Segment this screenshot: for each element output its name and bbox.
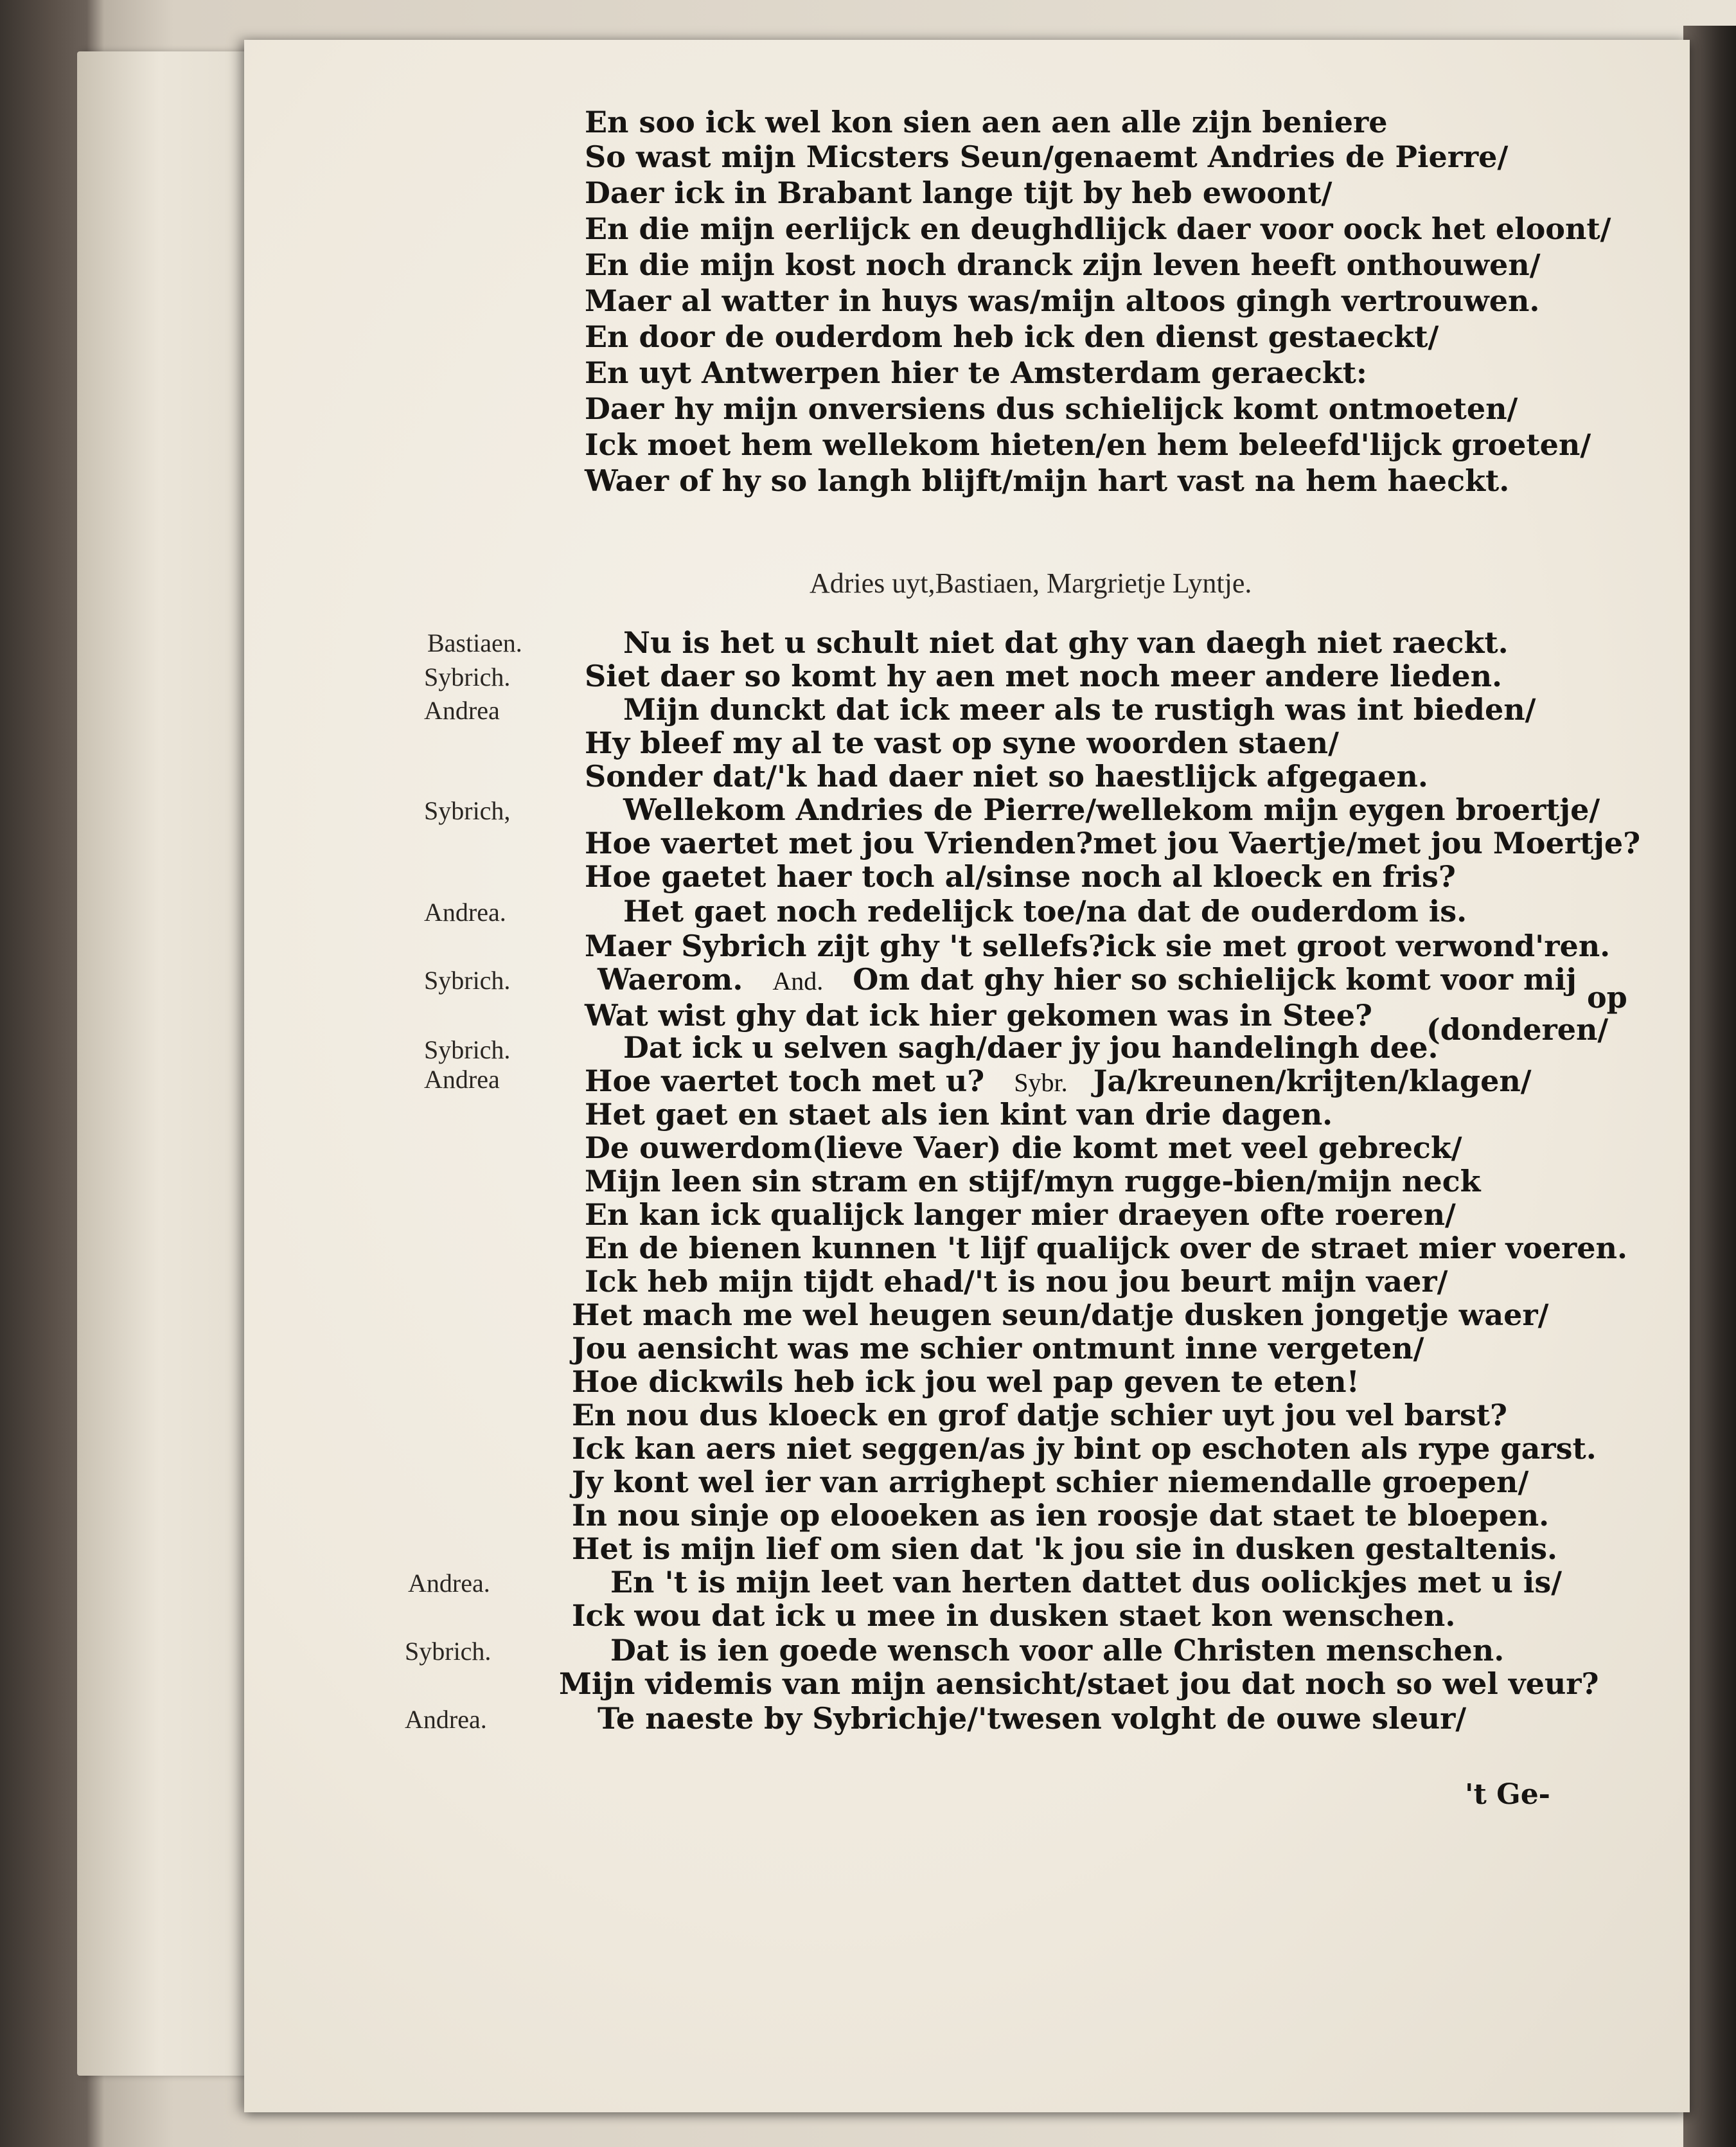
verse-line: So wast mijn Micsters Seun/genaemt Andries de Pierre/	[585, 139, 1509, 174]
speaker-label: Sybrich.	[405, 1637, 492, 1666]
speech-line: Jy kont wel ier van arrighept schier niemendalle groepen/	[572, 1465, 1529, 1499]
speech-line: Jou aensicht was me schier ontmunt inne vergeten/	[572, 1331, 1424, 1366]
speech-line: Mijn dunckt dat ick meer als te rustigh was int bieden/	[623, 692, 1536, 727]
speech-line: Hoe dickwils heb ick jou wel pap geven te eten!	[572, 1364, 1360, 1399]
speech-line: Ick kan aers niet seggen/as jy bint op eschoten als rype garst.	[572, 1431, 1597, 1466]
verse-line: En die mijn kost noch dranck zijn leven heeft onthouwen/	[585, 247, 1541, 282]
verse-line: En uyt Antwerpen hier te Amsterdam geraeckt:	[585, 355, 1367, 390]
speech-line: Ick wou dat ick u mee in dusken staet kon wenschen.	[572, 1598, 1456, 1633]
speaker-label: Andrea	[424, 696, 500, 725]
speech-line: Wellekom Andries de Pierre/wellekom mijn eygen broertje/	[623, 792, 1600, 827]
speech-line: Hy bleef my al te vast op syne woorden staen/	[585, 726, 1339, 760]
verse-line: Maer al watter in huys was/mijn altoos gingh vertrouwen.	[585, 283, 1540, 318]
speech-line: In nou sinje op elooeken as ien roosje dat staet te bloepen.	[572, 1498, 1550, 1533]
speech-line: Hoe vaertet met jou Vrienden?met jou Vaertje/met jou Moertje?	[585, 826, 1641, 860]
page-text	[244, 40, 1690, 2112]
speaker-label: Sybrich.	[424, 1035, 511, 1064]
aside-speaker: And.	[772, 967, 824, 995]
aside-speaker: Sybr.	[1014, 1068, 1068, 1097]
verse-line: En soo ick wel kon sien aen aen alle zijn beniere	[585, 105, 1388, 139]
speech-line: Het gaet noch redelijck toe/na dat de ouderdom is.	[623, 894, 1467, 929]
verse-line: Daer ick in Brabant lange tijt by heb ewoont/	[585, 175, 1333, 210]
speaker-label: Andrea	[424, 1065, 500, 1094]
verse-line: En door de ouderdom heb ick den dienst gestaeckt/	[585, 319, 1439, 354]
speech-line: Dat is ien goede wensch voor alle Christen menschen.	[610, 1633, 1505, 1668]
speaker-label: Andrea.	[424, 898, 506, 927]
speech-line: Het mach me wel heugen seun/datje dusken jongetje waer/	[572, 1297, 1549, 1332]
speaker-label: Bastiaen.	[427, 628, 522, 657]
stage-direction: Adries uyt,Bastiaen, Margrietje Lyntje.	[810, 567, 1252, 599]
speech-line: En kan ick qualijck langer mier draeyen ofte roeren/	[585, 1197, 1456, 1232]
speech-line: En de bienen kunnen 't lijf qualijck over de straet mier voeren.	[585, 1231, 1628, 1265]
speech-line: Nu is het u schult niet dat ghy van daegh niet raeckt.	[623, 625, 1509, 660]
speaker-label: Andrea.	[405, 1705, 487, 1734]
speech-line: Het gaet en staet als ien kint van drie dagen.	[585, 1097, 1333, 1132]
speaker-label: Sybrich.	[424, 663, 511, 691]
aside-text: Om dat ghy hier so schielijck komt voor mij	[853, 962, 1577, 997]
speech-line: Het is mijn lief om sien dat 'k jou sie in dusken gestaltenis.	[572, 1531, 1557, 1566]
speech-line: Mijn videmis van mijn aensicht/staet jou dat noch so wel veur?	[559, 1666, 1599, 1701]
verse-line: Ick moet hem wellekom hieten/en hem beleefd'lijck groeten/	[585, 427, 1591, 462]
speech-line: Hoe gaetet haer toch al/sinse noch al kloeck en fris?	[585, 859, 1456, 894]
speech-line: En 't is mijn leet van herten dattet dus oolickjes met u is/	[610, 1565, 1563, 1599]
catchword: 't Ge-	[1465, 1778, 1550, 1811]
speech-line: En nou dus kloeck en grof datje schier uyt jou vel barst?	[572, 1398, 1507, 1432]
speech-line: Ick heb mijn tijdt ehad/'t is nou jou beurt mijn vaer/	[585, 1264, 1448, 1299]
speech-line: Sonder dat/'k had daer niet so haestlijck afgegaen.	[585, 759, 1428, 794]
verse-line: En die mijn eerlijck en deughdlijck daer voor oock het eloont/	[585, 211, 1611, 246]
speech-text: Hoe vaertet toch met u?	[585, 1064, 985, 1098]
verse-line: Daer hy mijn onversiens dus schielijck komt ontmoeten/	[585, 391, 1518, 426]
overflow-word: (donderen/	[1426, 1012, 1609, 1047]
book-binding-edge	[1683, 26, 1736, 2147]
verse-line: Waer of hy so langh blijft/mijn hart vast na hem haeckt.	[585, 463, 1510, 498]
speech-line: Dat ick u selven sagh/daer jy jou handelingh dee.	[623, 1030, 1439, 1065]
speech-line	[598, 961, 1577, 999]
speech-line: Wat wist ghy dat ick hier gekomen was in Stee?	[585, 998, 1372, 1033]
book-page	[244, 40, 1690, 2112]
speech-line: De ouwerdom(lieve Vaer) die komt met veel gebreck/	[585, 1130, 1462, 1165]
speaker-label: Andrea.	[408, 1569, 490, 1598]
speech-line: Mijn leen sin stram en stijf/myn rugge-bien/mijn neck	[585, 1164, 1481, 1198]
aside-text: Ja/kreunen/krijten/klagen/	[1093, 1064, 1532, 1098]
speaker-label: Sybrich.	[424, 966, 511, 995]
speech-line: Maer Sybrich zijt ghy 't sellefs?ick sie met groot verwond'ren.	[585, 929, 1611, 963]
speech-line	[585, 1063, 1532, 1101]
speech-text: Waerom.	[598, 962, 743, 997]
overflow-word: op	[1587, 980, 1627, 1015]
speech-line: Te naeste by Sybrichje/'twesen volght de ouwe sleur/	[598, 1701, 1467, 1736]
speech-line: Siet daer so komt hy aen met noch meer andere lieden.	[585, 659, 1503, 693]
speaker-label: Sybrich,	[424, 796, 511, 825]
